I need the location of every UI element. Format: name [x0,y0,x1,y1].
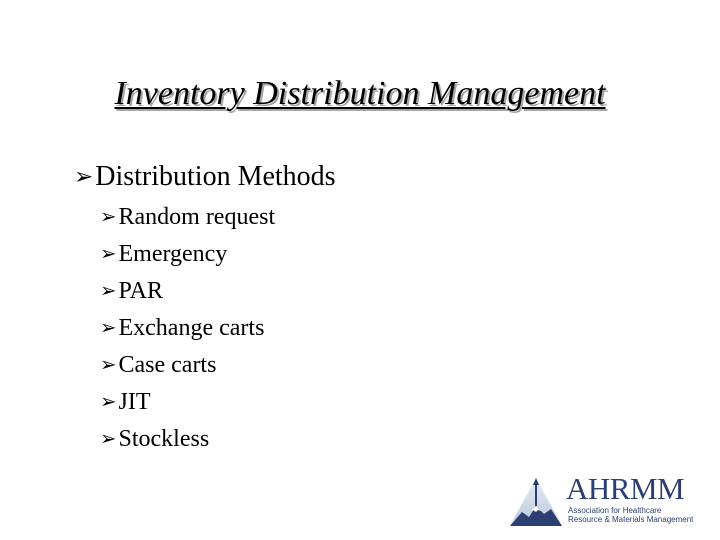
sub-bullet-item [100,311,275,348]
main-bullet [74,160,336,194]
arrow-bullet-icon: ➢ [100,427,117,450]
sub-bullet-text: Emergency [118,241,228,267]
sub-bullet-text: Stockless [118,426,210,452]
sub-bullet-text: JIT [118,389,151,415]
arrow-bullet-icon: ➢ [100,242,117,265]
logo-tagline-1: Association for Healthcare [568,506,662,515]
ahrmm-logo [508,472,692,528]
sub-bullet-text: Random request [118,204,276,230]
sub-bullet-item [100,422,275,459]
sub-bullet-item [100,274,275,311]
arrow-bullet-icon: ➢ [100,353,117,376]
sub-bullet-item [100,237,275,274]
slide-title: Inventory Distribution Management [114,75,606,112]
sub-bullet-text: Case carts [118,352,217,378]
logo-wordmark: AHRMM [566,471,685,506]
arrow-bullet-icon: ➢ [100,316,117,339]
main-bullet-text: Distribution Methods [95,161,336,192]
mountain-logo-icon [508,476,564,528]
logo-tagline-2: Resource & Materials Management [568,515,694,524]
arrow-bullet-icon: ➢ [100,279,117,302]
sub-bullet-text: PAR [118,278,163,304]
sub-bullet-text: Exchange carts [118,315,265,341]
arrow-bullet-icon: ➢ [74,164,94,190]
sub-bullet-item [100,385,275,422]
arrow-bullet-icon: ➢ [100,390,117,413]
sub-bullet-item [100,348,275,385]
sub-bullet-list [100,200,275,459]
arrow-bullet-icon: ➢ [100,205,117,228]
sub-bullet-item [100,200,275,237]
